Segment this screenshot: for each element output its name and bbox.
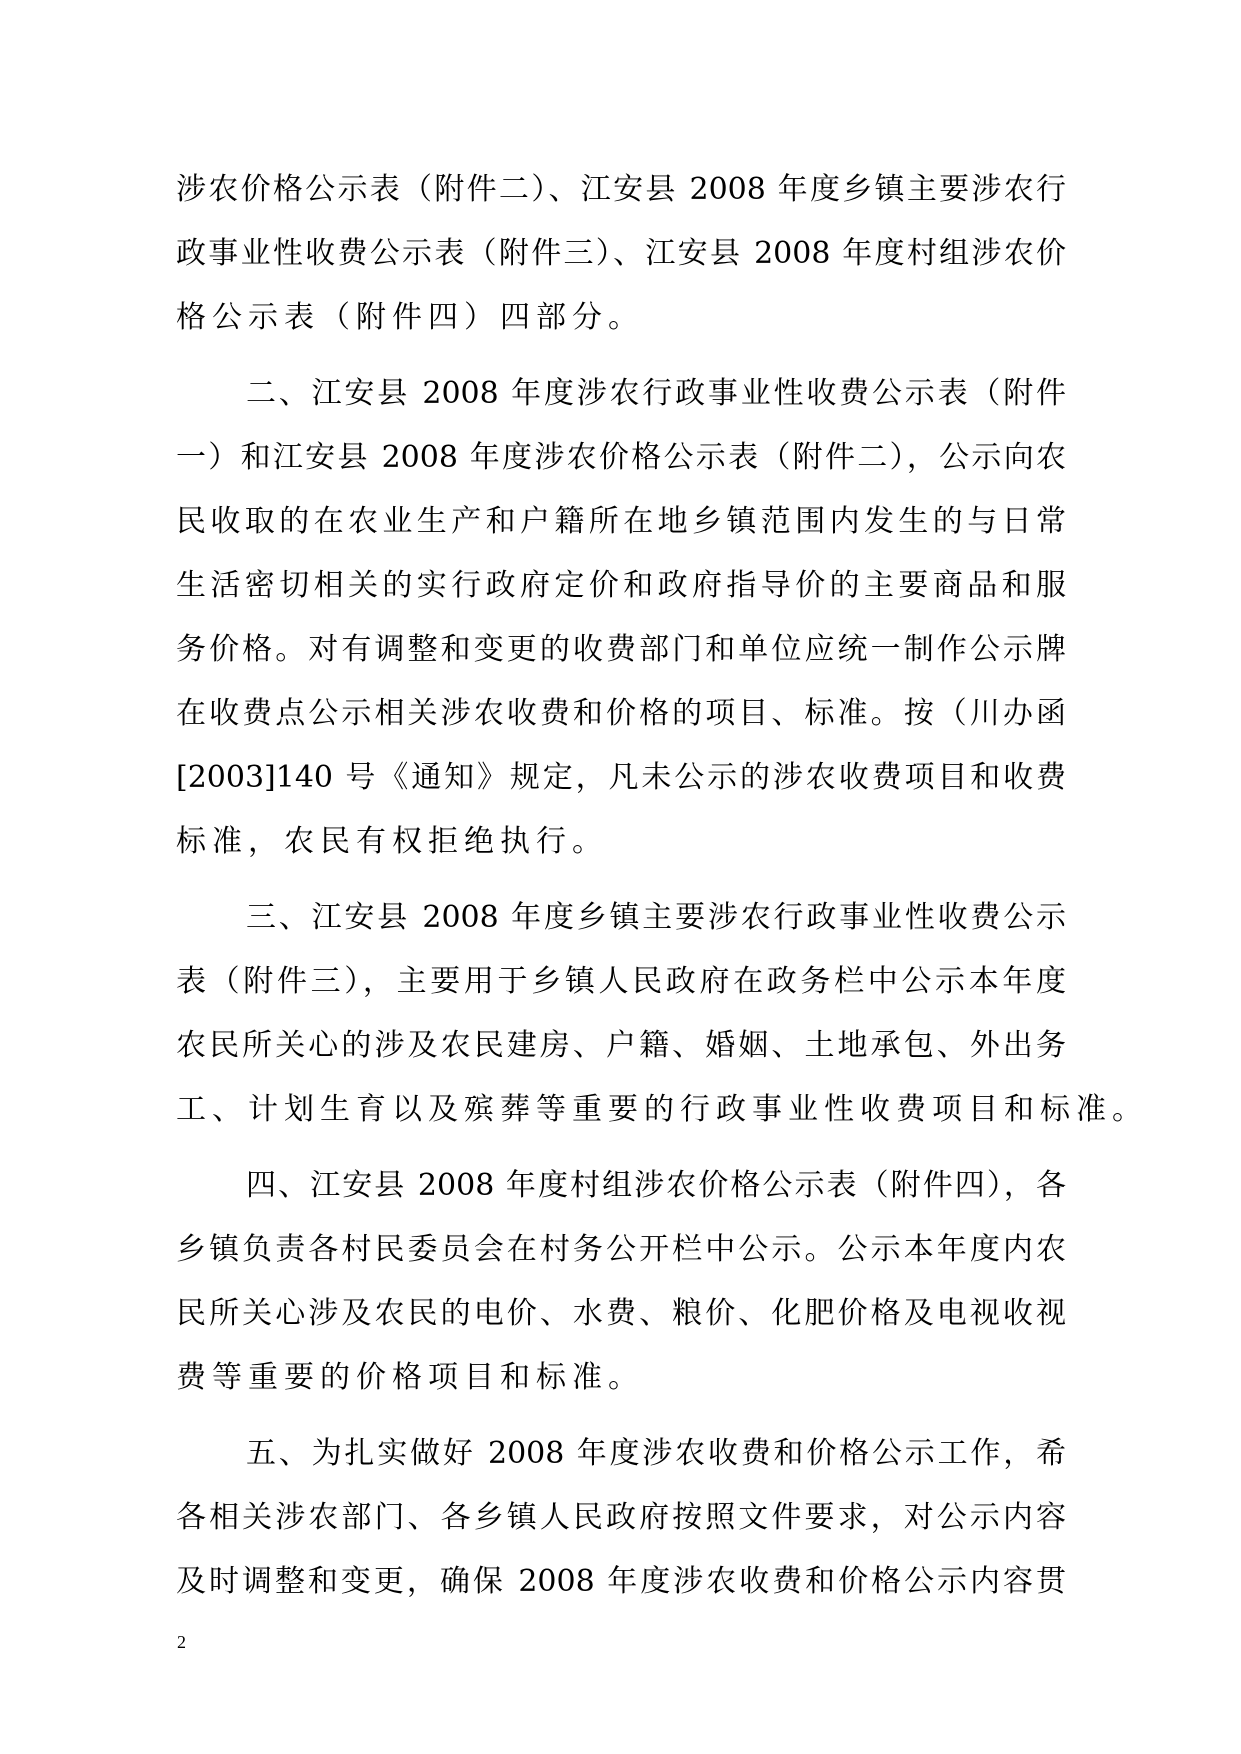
text-line: 五、为扎实做好 2008 年度涉农收费和价格公示工作，希 <box>246 1436 1066 1471</box>
text-line: 涉农价格公示表（附件二）、江安县 2008 年度乡镇主要涉农行 <box>176 172 1066 207</box>
page-number: 2 <box>177 1632 186 1652</box>
text-line: 二、江安县 2008 年度涉农行政事业性收费公示表（附件 <box>246 376 1066 411</box>
text-line: 三、江安县 2008 年度乡镇主要涉农行政事业性收费公示 <box>246 900 1066 935</box>
text-line: 及时调整和变更，确保 2008 年度涉农收费和价格公示内容贯 <box>176 1564 1066 1599</box>
text-line: 生活密切相关的实行政府定价和政府指导价的主要商品和服 <box>176 568 1066 603</box>
text-line: 民收取的在农业生产和户籍所在地乡镇范围内发生的与日常 <box>176 504 1066 539</box>
text-line: 政事业性收费公示表（附件三）、江安县 2008 年度村组涉农价 <box>176 236 1066 271</box>
paragraph-2 <box>176 362 1066 874</box>
text-line: 标准，农民有权拒绝执行。 <box>176 824 608 859</box>
text-line: 一）和江安县 2008 年度涉农价格公示表（附件二），公示向农 <box>176 440 1066 475</box>
paragraph-spacer <box>176 350 1066 362</box>
text-line: 在收费点公示相关涉农收费和价格的项目、标准。按（川办函 <box>176 696 1066 731</box>
text-line: 格公示表（附件四）四部分。 <box>176 300 644 335</box>
document-body <box>176 158 1148 1614</box>
paragraph-4 <box>176 1154 1066 1410</box>
paragraph-3 <box>176 886 1148 1142</box>
text-line: 务价格。对有调整和变更的收费部门和单位应统一制作公示牌 <box>176 632 1066 667</box>
text-line: 表（附件三），主要用于乡镇人民政府在政务栏中公示本年度 <box>176 964 1066 999</box>
text-line: 费等重要的价格项目和标准。 <box>176 1360 644 1395</box>
paragraph-1 <box>176 158 1066 350</box>
text-line: 乡镇负责各村民委员会在村务公开栏中公示。公示本年度内农 <box>176 1232 1066 1267</box>
paragraph-5 <box>176 1422 1066 1614</box>
text-line: 民所关心涉及农民的电价、水费、粮价、化肥价格及电视收视 <box>176 1296 1066 1331</box>
text-line: [2003]140 号《通知》规定，凡未公示的涉农收费项目和收费 <box>176 760 1066 795</box>
paragraph-spacer <box>176 1142 1066 1154</box>
text-line: 各相关涉农部门、各乡镇人民政府按照文件要求，对公示内容 <box>176 1500 1066 1535</box>
text-line: 工、计划生育以及殡葬等重要的行政事业性收费项目和标准。 <box>176 1092 1148 1127</box>
paragraph-spacer <box>176 1410 1066 1422</box>
text-line: 农民所关心的涉及农民建房、户籍、婚姻、土地承包、外出务 <box>176 1028 1066 1063</box>
text-line: 四、江安县 2008 年度村组涉农价格公示表（附件四），各 <box>246 1168 1066 1203</box>
paragraph-spacer <box>176 874 1066 886</box>
